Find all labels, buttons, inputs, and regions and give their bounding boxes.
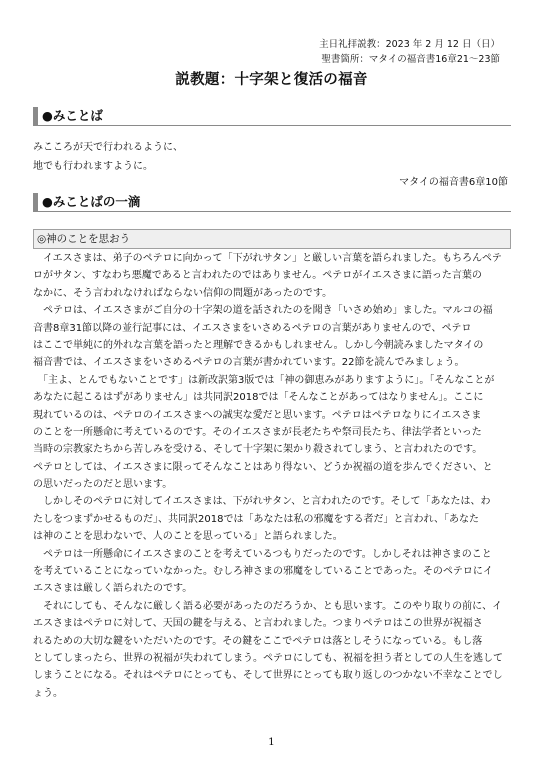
body-line: イエスさまは、弟子のペテロに向かって「下がれサタン」と厳しい言葉を語られました。もちろんペテ [33, 253, 502, 264]
body-line: 福音書では、イエスさまをいさめるペテロの言葉が書かれています。22節を読んでみましょう。 [33, 357, 465, 369]
body-line: あなたに起こるはずがありません」は共同訳2018では「そんなことがあってはなりません」。ここに [33, 392, 484, 404]
body-line: 現れているのは、ペテロのイエスさまへの誠実な愛だと思います。ペテロはペテロなりにイエスさま [33, 409, 482, 421]
verse-reference: マタイの福音書6章10節 [399, 177, 508, 188]
sermon-body [33, 250, 513, 702]
service-info: 主日礼拝説教：2023 年 2 月 12 日（日） [319, 39, 500, 50]
body-line: としてしまったら、世界の祝福が失われてしまう。ペテロにしても、祝福を担う者としての人生を逃して [33, 652, 503, 664]
verse-line-2: 地でも行われますように。 [33, 161, 153, 172]
body-line: 音書8章31節以降の並行記事には、イエスさまをいさめるペテロの言葉がありませんので、ペテロ [33, 322, 472, 334]
verse-line-1: みこころが天で行われるように、 [33, 142, 183, 153]
body-line: は神のことを思わないで、人のことを思っている」と語られました。 [33, 531, 343, 543]
body-line: エスさまは厳しく語られたのです。 [33, 583, 193, 595]
body-line: ょう。 [33, 687, 63, 699]
section-heading-word: ●みことば [33, 107, 511, 126]
body-line: 「主よ、とんでもないことです」は新改訳第3版では「神の御恵みがありますように」。「そんなことが [33, 374, 495, 386]
scripture-reference: 聖書箇所：マタイの福音書16章21～23節 [321, 54, 500, 65]
body-line: たしをつまずかせるものだ」、共同訳2018では「あなたは私の邪魔をする者だ」と言われ、「あなた [33, 513, 480, 525]
body-line: ペテロは一所懸命にイエスさまのことを考えているつもりだったのです。しかしそれは神さまのこと [33, 548, 492, 560]
body-line: れるための大切な鍵をいただいたのです。その鍵をここでペテロは落としそうになっている。もし落 [33, 635, 483, 647]
body-line: ロがサタン、すなわち悪魔であると言われたのではありません。ペテロがイエスさまに語った言葉の [33, 270, 482, 282]
body-line: ペテロとしては、イエスさまに限ってそんなことはあり得ない、どうか祝福の道を歩んでください、と [33, 461, 493, 473]
body-line: 当時の宗教家たちから苦しみを受ける、そして十字架に架かり殺されてしまう、と言われたのです。 [33, 444, 483, 456]
page-number: 1 [268, 736, 275, 748]
body-line: のことを一所懸命に考えているのです。そのイエスさまが長老たちや祭司長たち、律法学者といった [33, 426, 482, 438]
body-line: なかに、そう言われなければならない信仰の問題があったのです。 [33, 287, 333, 299]
body-line: しかしそのペテロに対してイエスさまは、下がれサタン、と言われたのです。そして「あなたは、わ [33, 496, 491, 508]
sermon-title: 説教題：十字架と復活の福音 [175, 72, 368, 88]
body-line: を考えていることになっていなかった。むしろ神さまの邪魔をしていることであった。そのペテロにイ [33, 566, 493, 578]
body-line: エスさまはペテロに対して、天国の鍵を与える、と言われました。つまりペテロはこの世界が祝福さ [33, 618, 483, 630]
body-line: の思いだったのだと思います。 [33, 479, 173, 491]
body-line: ペテロは、イエスさまがご自分の十字架の道を話されたのを聞き「いさめ始め」ました。マルコの福 [33, 305, 493, 317]
body-line: それにしても、そんなに厳しく語る必要があったのだろうか、とも思います。このやり取りの前に、イ [33, 600, 503, 612]
body-line: しまうことになる。それはペテロにとっても、そして世界にとっても取り返しのつかない不幸なことでし [33, 670, 503, 682]
body-line: はここで単純に的外れな言葉を語ったと理解できるかもしれません。しかし今朝読みましたマタイの [33, 339, 484, 351]
subheading-box: ◎神のことを思おう [33, 229, 511, 249]
section-heading-drop: ●みことばの一滴 [33, 193, 511, 212]
